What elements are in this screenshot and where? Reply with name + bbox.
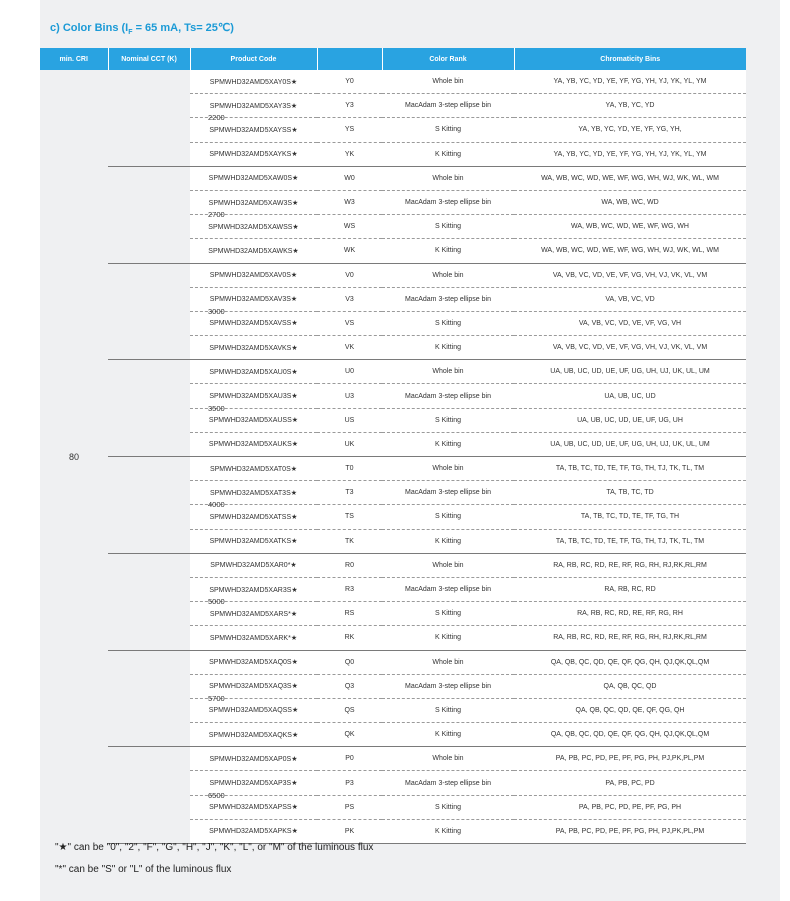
min-cri-value: 80	[40, 70, 108, 844]
color-rank: K Kitting	[382, 432, 514, 456]
product-code: SPMWHD32AMD5XARS*★	[190, 602, 317, 626]
section-title: c) Color Bins ($I_F = 65$ mA, Ts= 25℃)	[50, 22, 234, 37]
rank-code: W0	[317, 166, 382, 190]
rank-code: QK	[317, 723, 382, 747]
product-code: SPMWHD32AMD5XAYKS★	[190, 142, 317, 166]
color-rank: K Kitting	[382, 142, 514, 166]
table-body	[40, 70, 746, 844]
product-code: SPMWHD32AMD5XAW3S★	[190, 190, 317, 214]
product-code: SPMWHD32AMD5XAUKS★	[190, 432, 317, 456]
chromaticity-bins: UA, UB, UC, UD	[514, 384, 746, 408]
header-min-cri: min. CRI	[40, 48, 108, 70]
rank-code: Q3	[317, 674, 382, 698]
table-row	[40, 360, 746, 384]
table-row	[40, 70, 746, 94]
product-code: SPMWHD32AMD5XAWSS★	[190, 215, 317, 239]
chromaticity-bins: RA, RB, RC, RD, RE, RF, RG, RH, RJ,RK,RL,RM	[514, 553, 746, 577]
cct-value: 5700	[108, 650, 190, 747]
cct-value: 3000	[108, 263, 190, 360]
rank-code: PK	[317, 819, 382, 843]
cct-value: 4000	[108, 457, 190, 554]
product-code: SPMWHD32AMD5XATKS★	[190, 529, 317, 553]
rank-code: WS	[317, 215, 382, 239]
product-code: SPMWHD32AMD5XAV0S★	[190, 263, 317, 287]
table-row	[40, 747, 746, 771]
chromaticity-bins: TA, TB, TC, TD	[514, 481, 746, 505]
rank-code: R3	[317, 577, 382, 601]
color-rank: MacAdam 3-step ellipse bin	[382, 287, 514, 311]
color-rank: S Kitting	[382, 311, 514, 335]
footnote-asterisk: "*" can be "S" or "L" of the luminous flux	[55, 864, 232, 875]
cct-value: 5000	[108, 553, 190, 650]
table-row	[40, 263, 746, 287]
product-code: SPMWHD32AMD5XAU3S★	[190, 384, 317, 408]
product-code: SPMWHD32AMD5XAVKS★	[190, 336, 317, 360]
chromaticity-bins: QA, QB, QC, QD, QE, QF, QG, QH, QJ,QK,QL,QM	[514, 723, 746, 747]
footnote-star: "★" can be "0", "2", "F", "G", "H", "J", "K", "L", or "M" of the luminous flux	[55, 842, 374, 853]
rank-code: PS	[317, 795, 382, 819]
color-rank: Whole bin	[382, 747, 514, 771]
color-rank: Whole bin	[382, 457, 514, 481]
color-rank: MacAdam 3-step ellipse bin	[382, 771, 514, 795]
chromaticity-bins: VA, VB, VC, VD, VE, VF, VG, VH, VJ, VK, VL, VM	[514, 336, 746, 360]
chromaticity-bins: WA, WB, WC, WD, WE, WF, WG, WH, WJ, WK, WL, WM	[514, 166, 746, 190]
table-row	[40, 650, 746, 674]
color-rank: MacAdam 3-step ellipse bin	[382, 94, 514, 118]
product-code: SPMWHD32AMD5XAQ0S★	[190, 650, 317, 674]
rank-code: VK	[317, 336, 382, 360]
color-rank: MacAdam 3-step ellipse bin	[382, 674, 514, 698]
product-code: SPMWHD32AMD5XAQKS★	[190, 723, 317, 747]
product-code: SPMWHD32AMD5XAVSS★	[190, 311, 317, 335]
rank-code: VS	[317, 311, 382, 335]
product-code: SPMWHD32AMD5XAQSS★	[190, 698, 317, 722]
chromaticity-bins: YA, YB, YC, YD, YE, YF, YG, YH, YJ, YK, YL, YM	[514, 70, 746, 94]
product-code: SPMWHD32AMD5XAU0S★	[190, 360, 317, 384]
rank-code: RK	[317, 626, 382, 650]
product-code: SPMWHD32AMD5XAR0*★	[190, 553, 317, 577]
color-rank: Whole bin	[382, 166, 514, 190]
chromaticity-bins: WA, WB, WC, WD, WE, WF, WG, WH, WJ, WK, WL, WM	[514, 239, 746, 263]
product-code: SPMWHD32AMD5XAPKS★	[190, 819, 317, 843]
chromaticity-bins: UA, UB, UC, UD, UE, UF, UG, UH, UJ, UK, UL, UM	[514, 432, 746, 456]
rank-code: Q0	[317, 650, 382, 674]
chromaticity-bins: UA, UB, UC, UD, UE, UF, UG, UH	[514, 408, 746, 432]
color-rank: S Kitting	[382, 602, 514, 626]
rank-code: US	[317, 408, 382, 432]
color-rank: Whole bin	[382, 263, 514, 287]
table-header-row	[40, 48, 746, 70]
chromaticity-bins: PA, PB, PC, PD, PE, PF, PG, PH, PJ,PK,PL,PM	[514, 819, 746, 843]
color-rank: S Kitting	[382, 698, 514, 722]
color-rank: Whole bin	[382, 70, 514, 94]
product-code: SPMWHD32AMD5XAY3S★	[190, 94, 317, 118]
product-code: SPMWHD32AMD5XAP3S★	[190, 771, 317, 795]
rank-code: Y3	[317, 94, 382, 118]
color-rank: Whole bin	[382, 553, 514, 577]
rank-code: RS	[317, 602, 382, 626]
chromaticity-bins: QA, QB, QC, QD, QE, QF, QG, QH, QJ,QK,QL,QM	[514, 650, 746, 674]
chromaticity-bins: PA, PB, PC, PD, PE, PF, PG, PH, PJ,PK,PL,PM	[514, 747, 746, 771]
product-code: SPMWHD32AMD5XAW0S★	[190, 166, 317, 190]
product-code: SPMWHD32AMD5XAT0S★	[190, 457, 317, 481]
chromaticity-bins: WA, WB, WC, WD	[514, 190, 746, 214]
rank-code: V3	[317, 287, 382, 311]
rank-code: V0	[317, 263, 382, 287]
chromaticity-bins: RA, RB, RC, RD	[514, 577, 746, 601]
color-rank: S Kitting	[382, 118, 514, 142]
chromaticity-bins: TA, TB, TC, TD, TE, TF, TG, TH, TJ, TK, TL, TM	[514, 529, 746, 553]
color-rank: MacAdam 3-step ellipse bin	[382, 481, 514, 505]
chromaticity-bins: QA, QB, QC, QD, QE, QF, QG, QH	[514, 698, 746, 722]
header-chromaticity-bins: Chromaticity Bins	[514, 48, 746, 70]
rank-code: R0	[317, 553, 382, 577]
color-rank: K Kitting	[382, 529, 514, 553]
chromaticity-bins: YA, YB, YC, YD, YE, YF, YG, YH,	[514, 118, 746, 142]
product-code: SPMWHD32AMD5XAWKS★	[190, 239, 317, 263]
chromaticity-bins: PA, PB, PC, PD, PE, PF, PG, PH	[514, 795, 746, 819]
cct-value: 3500	[108, 360, 190, 457]
rank-code: TS	[317, 505, 382, 529]
rank-code: P3	[317, 771, 382, 795]
rank-code: T0	[317, 457, 382, 481]
color-rank: S Kitting	[382, 505, 514, 529]
product-code: SPMWHD32AMD5XAQ3S★	[190, 674, 317, 698]
color-rank: K Kitting	[382, 819, 514, 843]
rank-code: U3	[317, 384, 382, 408]
table-row	[40, 166, 746, 190]
color-rank: MacAdam 3-step ellipse bin	[382, 384, 514, 408]
chromaticity-bins: UA, UB, UC, UD, UE, UF, UG, UH, UJ, UK, UL, UM	[514, 360, 746, 384]
product-code: SPMWHD32AMD5XAPSS★	[190, 795, 317, 819]
color-rank: S Kitting	[382, 795, 514, 819]
rank-code: WK	[317, 239, 382, 263]
chromaticity-bins: WA, WB, WC, WD, WE, WF, WG, WH	[514, 215, 746, 239]
rank-code: QS	[317, 698, 382, 722]
product-code: SPMWHD32AMD5XAP0S★	[190, 747, 317, 771]
chromaticity-bins: YA, YB, YC, YD, YE, YF, YG, YH, YJ, YK, YL, YM	[514, 142, 746, 166]
color-rank: K Kitting	[382, 239, 514, 263]
color-rank: K Kitting	[382, 626, 514, 650]
rank-code: YS	[317, 118, 382, 142]
chromaticity-bins: YA, YB, YC, YD	[514, 94, 746, 118]
rank-code: Y0	[317, 70, 382, 94]
chromaticity-bins: TA, TB, TC, TD, TE, TF, TG, TH, TJ, TK, TL, TM	[514, 457, 746, 481]
product-code: SPMWHD32AMD5XAT3S★	[190, 481, 317, 505]
rank-code: P0	[317, 747, 382, 771]
color-rank: MacAdam 3-step ellipse bin	[382, 577, 514, 601]
product-code: SPMWHD32AMD5XAY0S★	[190, 70, 317, 94]
color-rank: Whole bin	[382, 650, 514, 674]
color-rank: S Kitting	[382, 215, 514, 239]
rank-code: TK	[317, 529, 382, 553]
product-code: SPMWHD32AMD5XAYSS★	[190, 118, 317, 142]
chromaticity-bins: VA, VB, VC, VD, VE, VF, VG, VH	[514, 311, 746, 335]
chromaticity-bins: TA, TB, TC, TD, TE, TF, TG, TH	[514, 505, 746, 529]
header-product-code: Product Code	[190, 48, 317, 70]
rank-code: W3	[317, 190, 382, 214]
product-code: SPMWHD32AMD5XAV3S★	[190, 287, 317, 311]
color-rank: Whole bin	[382, 360, 514, 384]
chromaticity-bins: VA, VB, VC, VD, VE, VF, VG, VH, VJ, VK, VL, VM	[514, 263, 746, 287]
chromaticity-bins: RA, RB, RC, RD, RE, RF, RG, RH, RJ,RK,RL,RM	[514, 626, 746, 650]
color-rank: K Kitting	[382, 723, 514, 747]
chromaticity-bins: VA, VB, VC, VD	[514, 287, 746, 311]
header-nominal-cct: Nominal CCT (K)	[108, 48, 190, 70]
chromaticity-bins: RA, RB, RC, RD, RE, RF, RG, RH	[514, 602, 746, 626]
product-code: SPMWHD32AMD5XAR3S★	[190, 577, 317, 601]
table-row	[40, 457, 746, 481]
color-bins-table	[40, 48, 746, 844]
color-rank: S Kitting	[382, 408, 514, 432]
product-code: SPMWHD32AMD5XAUSS★	[190, 408, 317, 432]
cct-value: 2200	[108, 70, 190, 166]
rank-code: YK	[317, 142, 382, 166]
product-code: SPMWHD32AMD5XARK*★	[190, 626, 317, 650]
rank-code: T3	[317, 481, 382, 505]
color-rank: K Kitting	[382, 336, 514, 360]
rank-code: UK	[317, 432, 382, 456]
chromaticity-bins: QA, QB, QC, QD	[514, 674, 746, 698]
header-color-rank: Color Rank	[382, 48, 514, 70]
chromaticity-bins: PA, PB, PC, PD	[514, 771, 746, 795]
product-code: SPMWHD32AMD5XATSS★	[190, 505, 317, 529]
cct-value: 2700	[108, 166, 190, 263]
table-row	[40, 553, 746, 577]
color-rank: MacAdam 3-step ellipse bin	[382, 190, 514, 214]
cct-value: 6500	[108, 747, 190, 844]
header-rank-code	[317, 48, 382, 70]
rank-code: U0	[317, 360, 382, 384]
